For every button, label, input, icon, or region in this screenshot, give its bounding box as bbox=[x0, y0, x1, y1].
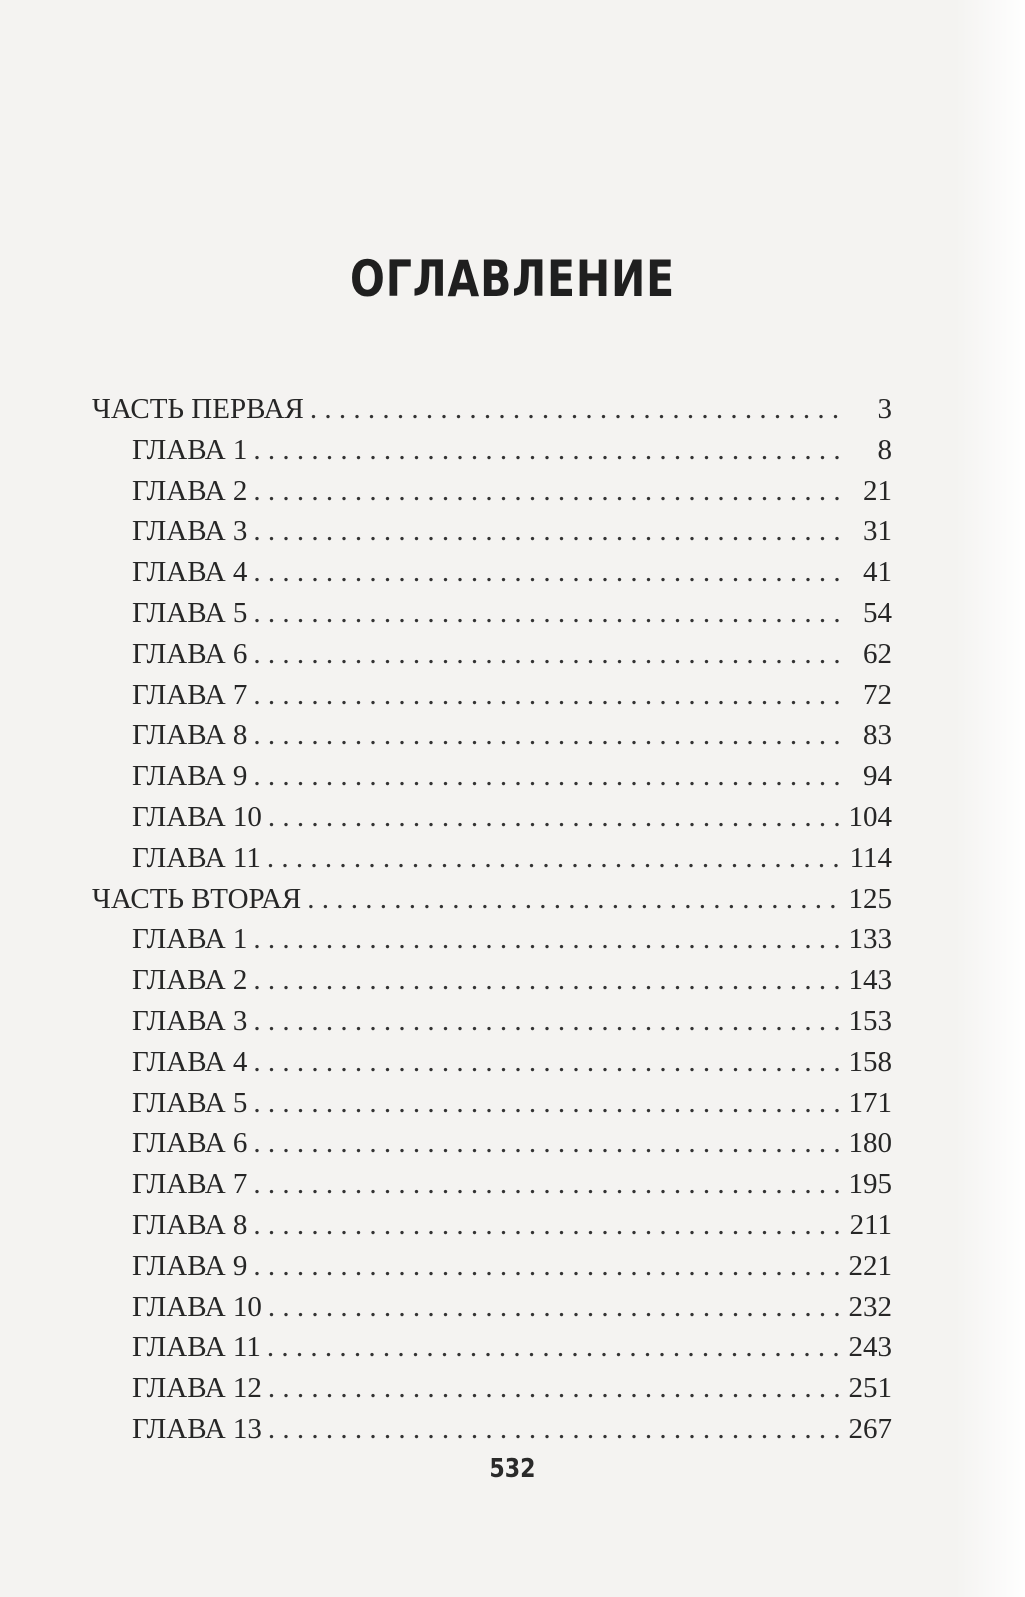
toc-entry-page: 114 bbox=[849, 841, 892, 874]
toc-chapter-entry bbox=[92, 1413, 892, 1454]
dot-leader bbox=[253, 719, 848, 752]
toc-entry-page: 158 bbox=[848, 1045, 892, 1078]
dot-leader bbox=[267, 842, 846, 875]
toc-entry-label: ГЛАВА 11 bbox=[132, 1331, 261, 1364]
toc-chapter-entry bbox=[92, 923, 892, 964]
toc-entry-label: ГЛАВА 2 bbox=[132, 964, 248, 997]
toc-chapter-entry bbox=[92, 1331, 892, 1372]
dot-leader bbox=[253, 434, 848, 467]
toc-entry-page: 232 bbox=[848, 1290, 892, 1323]
toc-entry-page: 267 bbox=[848, 1412, 892, 1445]
toc-entry-page: 41 bbox=[863, 556, 892, 589]
dot-leader bbox=[268, 1372, 845, 1405]
dot-leader bbox=[253, 923, 844, 956]
toc-chapter-entry bbox=[92, 597, 892, 638]
toc-chapter-entry bbox=[92, 434, 892, 475]
toc-entry-page: 83 bbox=[863, 719, 892, 752]
toc-entry-label: ГЛАВА 7 bbox=[132, 678, 248, 711]
toc-entry-label: ГЛАВА 8 bbox=[132, 1208, 248, 1241]
toc-chapter-entry bbox=[92, 842, 892, 883]
toc-chapter-entry bbox=[92, 1250, 892, 1291]
toc-chapter-entry bbox=[92, 1291, 892, 1332]
toc-chapter-entry bbox=[92, 1005, 892, 1046]
dot-leader bbox=[307, 883, 844, 916]
toc-entry-page: 251 bbox=[848, 1372, 892, 1405]
dot-leader bbox=[253, 597, 848, 630]
toc-entry-page: 125 bbox=[848, 882, 892, 915]
toc-entry-label: ГЛАВА 3 bbox=[132, 1004, 248, 1037]
toc-entry-page: 72 bbox=[863, 678, 892, 711]
toc-entry-page: 195 bbox=[848, 1168, 892, 1201]
toc-entry-page: 62 bbox=[863, 637, 892, 670]
table-of-contents bbox=[92, 393, 892, 1454]
toc-entry-label: ЧАСТЬ ПЕРВАЯ bbox=[92, 393, 304, 425]
dot-leader bbox=[253, 679, 848, 712]
toc-entry-page: 31 bbox=[863, 515, 892, 548]
toc-entry-label: ГЛАВА 1 bbox=[132, 923, 248, 956]
toc-part-entry bbox=[92, 883, 892, 924]
toc-entry-page: 3 bbox=[877, 393, 892, 425]
toc-entry-label: ГЛАВА 2 bbox=[132, 474, 248, 507]
toc-entry-page: 8 bbox=[877, 433, 892, 466]
toc-entry-label: ГЛАВА 7 bbox=[132, 1168, 248, 1201]
toc-chapter-entry bbox=[92, 1127, 892, 1168]
dot-leader bbox=[253, 1087, 844, 1120]
toc-entry-label: ГЛАВА 5 bbox=[132, 596, 248, 629]
dot-leader bbox=[253, 475, 848, 508]
toc-chapter-entry bbox=[92, 1168, 892, 1209]
dot-leader bbox=[310, 393, 848, 426]
dot-leader bbox=[253, 1046, 844, 1079]
dot-leader bbox=[253, 964, 844, 997]
dot-leader bbox=[253, 1168, 844, 1201]
toc-chapter-entry bbox=[92, 475, 892, 516]
toc-chapter-entry bbox=[92, 1046, 892, 1087]
toc-entry-label: ГЛАВА 10 bbox=[132, 800, 262, 833]
toc-entry-page: 94 bbox=[863, 760, 892, 793]
dot-leader bbox=[253, 638, 848, 671]
toc-entry-page: 243 bbox=[848, 1331, 892, 1364]
toc-entry-label: ГЛАВА 6 bbox=[132, 637, 248, 670]
toc-chapter-entry bbox=[92, 638, 892, 679]
toc-chapter-entry bbox=[92, 515, 892, 556]
toc-entry-page: 143 bbox=[848, 964, 892, 997]
toc-entry-label: ГЛАВА 12 bbox=[132, 1372, 262, 1405]
toc-entry-label: ГЛАВА 9 bbox=[132, 1249, 248, 1282]
dot-leader bbox=[253, 515, 848, 548]
toc-chapter-entry bbox=[92, 964, 892, 1005]
toc-chapter-entry bbox=[92, 719, 892, 760]
toc-part-entry bbox=[92, 393, 892, 434]
toc-entry-page: 21 bbox=[863, 474, 892, 507]
toc-chapter-entry bbox=[92, 1372, 892, 1413]
toc-entry-label: ГЛАВА 9 bbox=[132, 760, 248, 793]
dot-leader bbox=[267, 1331, 845, 1364]
toc-entry-label: ЧАСТЬ ВТОРАЯ bbox=[92, 882, 302, 915]
dot-leader bbox=[253, 760, 848, 793]
toc-entry-label: ГЛАВА 11 bbox=[132, 841, 261, 874]
toc-entry-label: ГЛАВА 6 bbox=[132, 1127, 248, 1160]
toc-entry-label: ГЛАВА 4 bbox=[132, 1045, 248, 1078]
toc-entry-page: 133 bbox=[848, 923, 892, 956]
toc-chapter-entry bbox=[92, 1087, 892, 1128]
page-title: ОГЛАВЛЕНИЕ bbox=[350, 250, 675, 308]
toc-entry-page: 211 bbox=[849, 1208, 892, 1241]
toc-entry-page: 104 bbox=[848, 800, 892, 833]
toc-chapter-entry bbox=[92, 556, 892, 597]
dot-leader bbox=[268, 801, 845, 834]
toc-entry-label: ГЛАВА 3 bbox=[132, 515, 248, 548]
toc-chapter-entry bbox=[92, 679, 892, 720]
dot-leader bbox=[268, 1291, 845, 1324]
toc-chapter-entry bbox=[92, 760, 892, 801]
toc-entry-label: ГЛАВА 13 bbox=[132, 1412, 262, 1445]
toc-entry-page: 153 bbox=[848, 1004, 892, 1037]
dot-leader bbox=[253, 1209, 845, 1242]
toc-chapter-entry bbox=[92, 801, 892, 842]
dot-leader bbox=[253, 1250, 844, 1283]
toc-entry-label: ГЛАВА 4 bbox=[132, 556, 248, 589]
page-number: 532 bbox=[489, 1454, 536, 1484]
toc-entry-page: 171 bbox=[848, 1086, 892, 1119]
dot-leader bbox=[268, 1413, 845, 1446]
dot-leader bbox=[253, 1005, 844, 1038]
toc-chapter-entry bbox=[92, 1209, 892, 1250]
toc-entry-label: ГЛАВА 10 bbox=[132, 1290, 262, 1323]
dot-leader bbox=[253, 1127, 844, 1160]
toc-entry-label: ГЛАВА 5 bbox=[132, 1086, 248, 1119]
toc-entry-label: ГЛАВА 1 bbox=[132, 433, 248, 466]
toc-entry-page: 54 bbox=[863, 596, 892, 629]
toc-entry-page: 180 bbox=[848, 1127, 892, 1160]
toc-entry-label: ГЛАВА 8 bbox=[132, 719, 248, 752]
dot-leader bbox=[253, 556, 848, 589]
toc-entry-page: 221 bbox=[848, 1249, 892, 1282]
